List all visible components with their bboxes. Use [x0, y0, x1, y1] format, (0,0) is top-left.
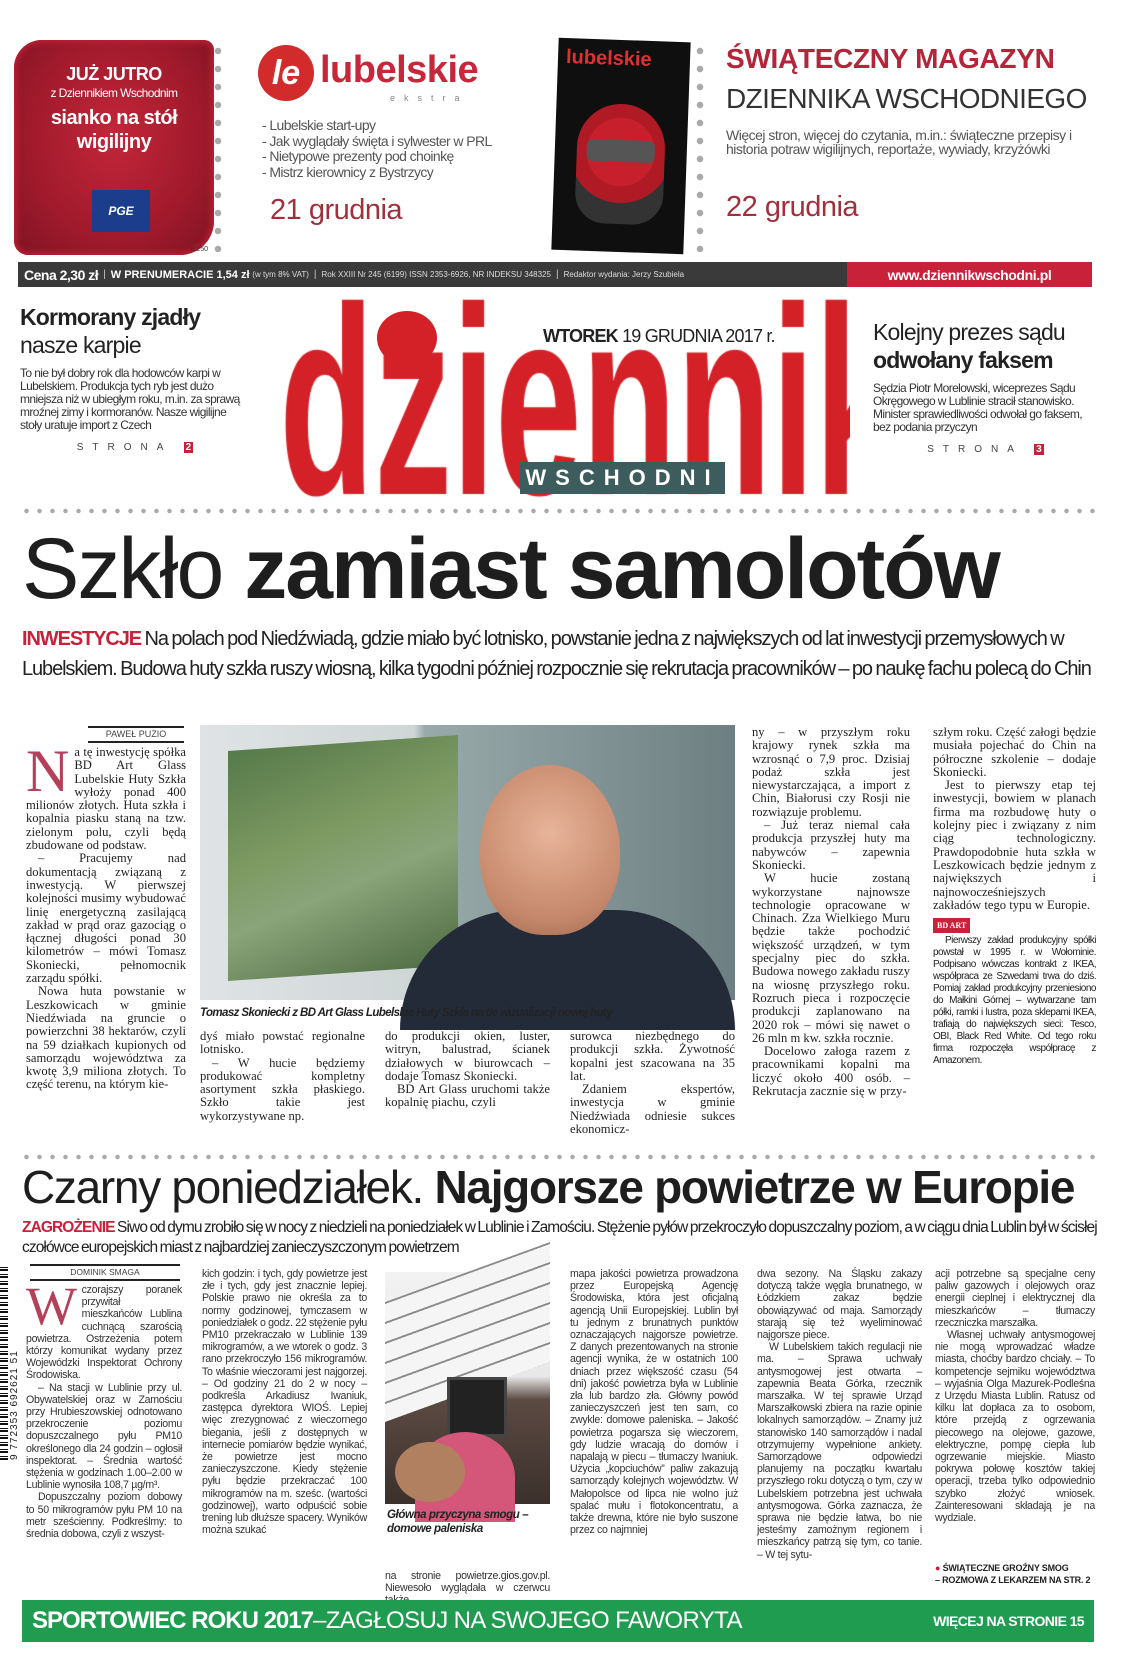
issue-date-text: 19 GRUDNIA 2017 r.	[622, 326, 775, 346]
issue-date	[540, 325, 778, 347]
article-column	[200, 1030, 365, 1150]
column-text	[752, 726, 910, 1098]
bullet-item: - Nietypowe prezenty pod choinkę	[262, 148, 454, 164]
paragraph: W Lubelskiem takich regulacji nie ma. – Sprawa uchwały antysmogowej jest otwarta – zapewnia Beata Górka, rzecznik marszałka. W tej sprawie Urząd Marszałkowski zbiera na razie opinie lokalnych samorządów. – Znamy już stanowisko 140 samorządów i nadal otrzymujemy wypełnione ankiety. Samorządowe odpowiedzi planujemy na początku kwartału przyszłego roku dotyczą o tym, czy w Lubelskiem potrzebna jest uchwała antysmogowa. Górka zaznacza, że sprawa nie będzie łatwa, bo nie jesteśmy zamożnym regionem i mieszkańcy patrzą się tym, co tanie. – W tej sytu-	[757, 1341, 922, 1561]
helmet-image	[574, 102, 666, 225]
article-photo[interactable]	[200, 725, 735, 1000]
bullet-item: - Lubelskie start-upy	[262, 117, 376, 133]
info-bar-text: Cena 2,30 zł | W PRENUMERACIE 1,54 zł (w tym 8% VAT) | Rok XXIII Nr 245 (6199) ISSN 2353-6926, NR INDEKSU 348325 | Redaktor wydania: Jerzy Szubiela	[18, 267, 847, 283]
promo-line1: JUŻ JUTRO	[66, 64, 162, 84]
barcode-number: 9 772353 692621 51	[9, 1350, 20, 1460]
lubelskie-logo-icon: le	[258, 45, 314, 101]
issue-day: WTOREK	[543, 326, 618, 346]
paragraph: – W hucie będziemy produkować kompletny asortyment szkła płaskiego. Szkło takie jest wykorzystywane np.	[200, 1055, 365, 1123]
vat-note: (w tym 8% VAT)	[252, 270, 309, 279]
paragraph: na stronie powietrze.gios.gov.pl. Niewesoło wyglądała w czerwcu	[385, 1570, 550, 1595]
paragraph: a tę inwestycję spółka BD Art Glass Lubelskie Huty Szkła wyłoży ponad 400 milionów złotych. Huta szkła i kopalnia piasku staną na tzw. zielonym polu, czyli będą zbudowane od podstaw.	[26, 745, 186, 853]
byline: PAWEŁ PUZIO	[88, 726, 184, 743]
stove-image	[447, 1377, 507, 1437]
dotted-divider	[696, 42, 704, 252]
article-column	[935, 1268, 1095, 1558]
main-headline[interactable]	[22, 520, 999, 618]
article-column	[26, 1276, 182, 1595]
subscription-price: W PRENUMERACIE 1,54 zł	[110, 268, 250, 281]
headline-bold: zamiast samolotów	[244, 521, 999, 617]
paragraph: Jest to pierwszy etap tej inwestycji, bowiem w planach firma ma rozbudowę huty o kolejny piec i związany z nim ciąg technologiczny. Prawdopodobnie huta szkła w Leszkowicach będzie jednym z największych i najnowocześniejszych zakładów tego typu w Europie.	[933, 778, 1096, 912]
banner-bold: SPORTOWIEC ROKU 2017	[32, 1607, 313, 1634]
paragraph: – Już teraz niemal cała produkcja przyszłej huty ma nabywców – zapewnia Skoniecki.	[752, 818, 910, 872]
lubelskie-bullets	[262, 118, 492, 180]
teaser-kormorany[interactable]	[20, 303, 250, 454]
paragraph: – Na stacji w Lublinie przy ul. Obywatelskiej oraz w Zamościu przy Hrubieszowskiej odnotowano przekroczenie poziomu dopuszczalnego pyłu PM10 określonego dla 24 godzin – ogłosił inspektorat. – Średnia wartość stężenia w godzinach 1.00–2.00 w Lublinie wynosiła 108,7 µg/m³.	[26, 1381, 182, 1492]
article-column	[757, 1268, 922, 1595]
article-column	[570, 1268, 738, 1595]
cover-logo: lubelskie	[565, 46, 653, 72]
promo-sianko[interactable]	[14, 40, 214, 255]
column-text	[570, 1268, 738, 1536]
page-ref-number: 2	[185, 442, 192, 453]
dotted-divider	[20, 508, 1095, 514]
lubelskie-logo: lubelskie	[320, 49, 479, 91]
second-headline[interactable]	[22, 1160, 1074, 1214]
teaser-line1: ŚWIĄTECZNE GROŹNY SMOG	[942, 1563, 1069, 1573]
paragraph: Zdaniem ekspertów, inwestycja w gminie Niedźwiada odniesie sukces ekonomicz-	[570, 1082, 735, 1137]
article-column	[752, 726, 910, 1150]
smog-teaser-link[interactable]	[935, 1562, 1100, 1586]
magazine-subtitle: DZIENNIKA WSCHODNIEGO	[726, 83, 1087, 114]
editor-info: Redaktor wydania: Jerzy Szubiela	[563, 270, 685, 279]
teaser-prezes[interactable]	[873, 318, 1098, 456]
dropcap: W	[26, 1276, 77, 1336]
price: Cena 2,30 zł	[24, 266, 99, 283]
main-lead	[22, 624, 1112, 684]
paragraph: do produkcji okien, luster, witryn, balustrad, ścianek działowych w biurowcach – dodaje Tomasz Skoniecki.	[385, 1029, 550, 1083]
pge-logo: PGE	[92, 190, 150, 232]
headline-bold: Najgorsze powietrze w Europie	[434, 1161, 1075, 1213]
paragraph: W hucie zostaną wykorzystane najnowsze technologie opracowane w Chinach. Zza Wielkiego Muru będzie także pochodzić większość urządzeń, w tym specjalny piec do szkła. Budowa nowego zakładu ruszy na wiosnę przyszłego roku. Rozruch pieca i rozpoczęcie produkcji zaplanowano na 2020 rok – mówi się nawet o 26 mln m kw. szkła rocznie.	[752, 871, 910, 1045]
paragraph: Nowa huta powstanie w Leszkowicach w gminie Niedźwiada na gruncie o powierzchni 38 hektarów, czyli na 59 działkach kupionych od samorządu województwa za kwotę 3,9 miliona złotych. To część terenu, na którym kie-	[26, 984, 186, 1092]
visualization-image	[228, 735, 458, 981]
bullet-item: - Mistrz kierownicy z Bystrzycy	[262, 163, 434, 180]
teaser-line	[935, 1562, 1100, 1574]
paragraph: szłym roku. Część załogi będzie musiała pojechać do Chin na półroczne szkolenie – dodaje Skoniecki.	[933, 725, 1096, 779]
paragraph: – Pracujemy nad dokumentacją związaną z inwestycją. W pierwszej kolejności musimy wybudować linię energetyczną zasilającą zakład w prąd oraz gazociąg o łącznej długości ponad 30 kilometrów – mówi Tomasz Skoniecki, pełnomocnik zarządu spółki.	[26, 851, 186, 986]
photo-caption: Główna przyczyna smogu – domowe paleniska	[387, 1509, 529, 1535]
article-column	[202, 1268, 367, 1595]
dotted-divider	[214, 42, 222, 252]
page-ref-number: 3	[1036, 444, 1042, 455]
promo-line3: sianko na stół wigilijny	[50, 107, 178, 153]
paragraph: Własnej uchwały antysmogowej nie mogą wprowadzać władze miasta, choćby bardzo chciały. – To kompetencje sejmiku województwa – wyjaśnia Olga Mazurek-Podleśna z Urzędu Miasta Lublin. Ratusz od kilku lat dopłaca za to osobom, które przejdą z ogrzewania piecowego na olejowe, gazowe, elektryczne, pompę ciepła lub ogrzewanie miejskie. Miasto pokrywa połowę kosztów takiej operacji, trzeba tylko odpowiednio szybko złożyć wniosek. Zainteresowani składają je na wydziale.	[935, 1329, 1095, 1525]
magazine-title: ŚWIĄTECZNY MAGAZYN	[726, 43, 1055, 74]
article-column	[385, 1570, 550, 1596]
person-face-image	[480, 765, 620, 935]
website-link[interactable]: www.dziennikwschodni.pl	[847, 262, 1092, 287]
paragraph: kich godzin: i tych, gdy powietrze jest złe i tych, gdy jest znacznie lepiej. Polskie prawo nie określa za to normy godzinowej, tymczasem w poniedziałek o godz. 22 stężenie pyłu PM10 przekraczało w Lublinie 139 mikrogramów, a we wtorek o godz. 3 rano przekroczyło 156 mikrogramów. To właśnie wieczorami jest najgorzej. – Od godziny 21 do 2 w nocy – podkreśla Arkadiusz Iwaniuk, zastępca dyrektora WIOŚ. Lepiej więc zrezygnować z wieczornego biegania, jeśli z dostępnych w internecie pomiarów będzie wynikać, że powietrze jest mocno zanieczyszczone. Kiedy stężenie pyłu będzie przekraczać 100 mikrogramów na m. sześc. (wartości godzinowej), warto odpuścić sobie trening lub dłuższe spacery. Wyników można szukać	[202, 1268, 367, 1537]
teaser-title-thin: Kolejny prezes sądu	[873, 319, 1065, 345]
column-text	[26, 738, 186, 1092]
paragraph: Dopuszczalny poziom dobowy to 50 mikrogramów pyłu PM 10 na metr sześcienny. Podkreślmy: to średnia dobowa, czyli z wszyst-	[26, 1491, 182, 1541]
second-lead	[22, 1218, 1112, 1258]
column-text	[935, 1268, 1095, 1524]
page-ref-label: STRONA	[76, 442, 172, 453]
paragraph: Docelowo załoga razem z pracownikami kopalni ma liczyć około 400 osób. – Rekrutacja zacznie się w przy-	[752, 1044, 910, 1099]
kicker: INWESTYCJE	[22, 628, 142, 650]
kicker: ZAGROŻENIE	[22, 1219, 115, 1236]
visor-image	[586, 139, 655, 163]
column-text	[570, 1030, 735, 1136]
article-column	[570, 1030, 735, 1150]
column-text	[757, 1268, 922, 1561]
smog-photo[interactable]	[385, 1272, 550, 1504]
page-ref	[20, 442, 250, 454]
article-column	[933, 726, 1096, 1150]
lead-text: Siwo od dymu zrobiło się w nocy z niedzieli na poniedziałek w Lublinie i Zamościu. Stężenie pyłów przekroczyło dopuszczalny poziom, a w ciągu dnia Lublin był w ścisłej czołówce europejskich miast z najbardziej zanieczyszczonym powietrzem	[22, 1219, 1097, 1256]
column-text	[200, 1030, 365, 1123]
paragraph: surowca niezbędnego do produkcji szkła. Żywotność kopalni jest szacowana na 35 lat.	[570, 1029, 735, 1083]
magazine-cover-image[interactable]	[551, 38, 690, 254]
child-hair-image	[395, 1442, 465, 1502]
paragraph: acji potrzebne są specjalne ceny paliw gazowych i olejowych oraz energii cieplnej i elektrycznej dla mieszkańców – tłumaczy rzeczniczka marszałka.	[935, 1268, 1095, 1329]
photo-caption: Tomasz Skoniecki z BD Art Glass Lubelskie Huty Szkła na tle wizualizacji nowej huty	[200, 1007, 613, 1019]
teaser-text: Sędzia Piotr Morelowski, wiceprezes Sądu Okręgowego w Lublinie stracił stanowisko. Minister sprawiedliwości odwołał go faksem, bez podania przyczyn	[873, 381, 1082, 434]
barcode	[0, 1265, 8, 1460]
masthead-subtitle: WSCHODNI	[520, 462, 725, 494]
factbox-text: Pierwszy zakład produkcyjny spółki powstał w 1995 r. w Wołominie. Podpisano wówczas kontrakt z IKEA, współpraca ze Szwedami trwa do dziś. Pomiaj zakład produkcyjny przeniesiono do Małkini Górnej – wytwarzane tam półki, ramki i lustra, poza sklepami IKEA, trafiają do największych sieci: Tesco, OBI, Black Red White. Od tego roku firma rozpoczęła współpracę z Amazonem.	[933, 935, 1096, 1067]
masthead-dot	[377, 311, 437, 365]
lubelskie-logo-sub: ekstra	[390, 93, 469, 103]
issue-info: Rok XXIII Nr 245 (6199) ISSN 2353-6926, NR INDEKSU 348325	[321, 270, 551, 279]
paragraph: BD Art Glass uruchomi także kopalnię piachu, czyli	[385, 1082, 550, 1110]
bullet-item: - Jak wyglądały święta i sylwester w PRL	[262, 132, 492, 149]
teaser-text: To nie był dobry rok dla hodowców karpi w Lubelskiem. Produkcja tych ryb jest dużo mniejsza niż w ubiegłym roku, m.in. za sprawą mroźnej zimy i kormoranów. Nasze wigilijne stoły uratuje import z Czech	[20, 366, 240, 432]
column-text	[933, 726, 1096, 912]
promo-code: te250	[190, 246, 208, 253]
paragraph: mapa jakości powietrza prowadzona przez Europejską Agencję Środowiska, która jest oficjalną agencją Unii Europejskiej. Lublin był tu jednym z brunatnych punktów oznaczających najgorsze powietrze. Z danych prezentowanych na stronie agencji wynika, że w ostatnich 100 dniach przez większość czasu (54 dni) jakość powietrza była w Lublinie zła lub bardzo zła. Główny powód zanieczyszczeń jest ten sam, co zwykle: domowe paleniska. – Jakość powietrza pogarsza się wieczorem, gdy ludzie wracają do domów i napalają w piecu – tłumaczy Iwaniuk. Użycia „kopciuchów” paliw zakazują samorządy kolejnych województw. W Małopolsce od lipca nie wolno już spalać mułu i flotokoncentratu, a także drewna, które nie było suszone przez co najmniej	[570, 1268, 738, 1537]
page-ref-label: STRONA	[927, 444, 1023, 455]
paragraph: ny – w przyszłym roku krajowy rynek szkła ma wzrosnąć o 7,9 proc. Dzisiaj podaż szkła jest niewystarczająca, a import z Chin, Białorusi czy Rosji nie rozwiązuje problemu.	[752, 725, 910, 819]
teaser-title-thin: nasze karpie	[20, 332, 141, 358]
teaser-line2: – ROZMOWA Z LEKARZEM NA STR. 2	[935, 1575, 1091, 1585]
article-column	[26, 738, 186, 1150]
column-text	[202, 1268, 367, 1536]
headline-thin: Szkło	[22, 521, 223, 617]
teaser-title: odwołany faksem	[873, 347, 1053, 373]
paragraph: dyś miało powstać regionalne lotnisko.	[200, 1029, 365, 1057]
teaser-title: Kormorany zjadły	[20, 304, 201, 330]
banner-text: –ZAGŁOSUJ NA SWOJEGO FAWORYTA	[312, 1607, 742, 1634]
magazine-date: 22 grudnia	[726, 191, 859, 223]
banner-more-link[interactable]: WIĘCEJ NA STRONIE 15	[933, 1613, 1084, 1629]
info-bar	[18, 262, 1092, 287]
magazine-description: Więcej stron, więcej do czytania, m.in.: świąteczne przepisy i historia potraw wigilijnych, reportaże, wywiady, krzyżówki	[726, 127, 1072, 157]
sportowiec-banner[interactable]	[22, 1600, 1094, 1642]
column-text	[385, 1030, 550, 1110]
lead-text: Na polach pod Niedźwiadą, gdzie miało być lotnisko, powstanie jedna z największych od lat inwestycji przemysłowych w Lubelskiem. Budowa huty szkła ruszy wiosną, kilka tygodni później rozpocznie się rekrutacja pracowników – po naukę fachu polecą do Chin	[22, 628, 1091, 680]
paragraph: dwa sezony. Na Śląsku zakazy dotyczą także węgla brunatnego, w Łódzkiem zakaz będzie obowiązywać od maja. Samorządy starają się też wyeliminować najgorsze piece.	[757, 1268, 922, 1342]
headline-thin: Czarny poniedziałek.	[22, 1161, 424, 1213]
article-column	[385, 1030, 550, 1150]
lubelskie-date: 21 grudnia	[270, 194, 403, 226]
page-ref	[873, 444, 1098, 456]
promo-line2: z Dziennikiem Wschodnim	[50, 86, 178, 100]
byline: DOMINIK SMAGA	[30, 1264, 180, 1281]
factbox-tag: BD ART	[933, 918, 970, 933]
bullet-icon: ●	[935, 1563, 941, 1573]
dropcap: N	[26, 738, 70, 804]
paragraph: czorajszy poranek przywitał mieszkańców Lublina cuchnącą szarością powietrza. Ostrzeżenia potem którzy komunikat wydany przez Wojewódzki Inspektorat Ochrony Środowiska.	[26, 1284, 182, 1382]
